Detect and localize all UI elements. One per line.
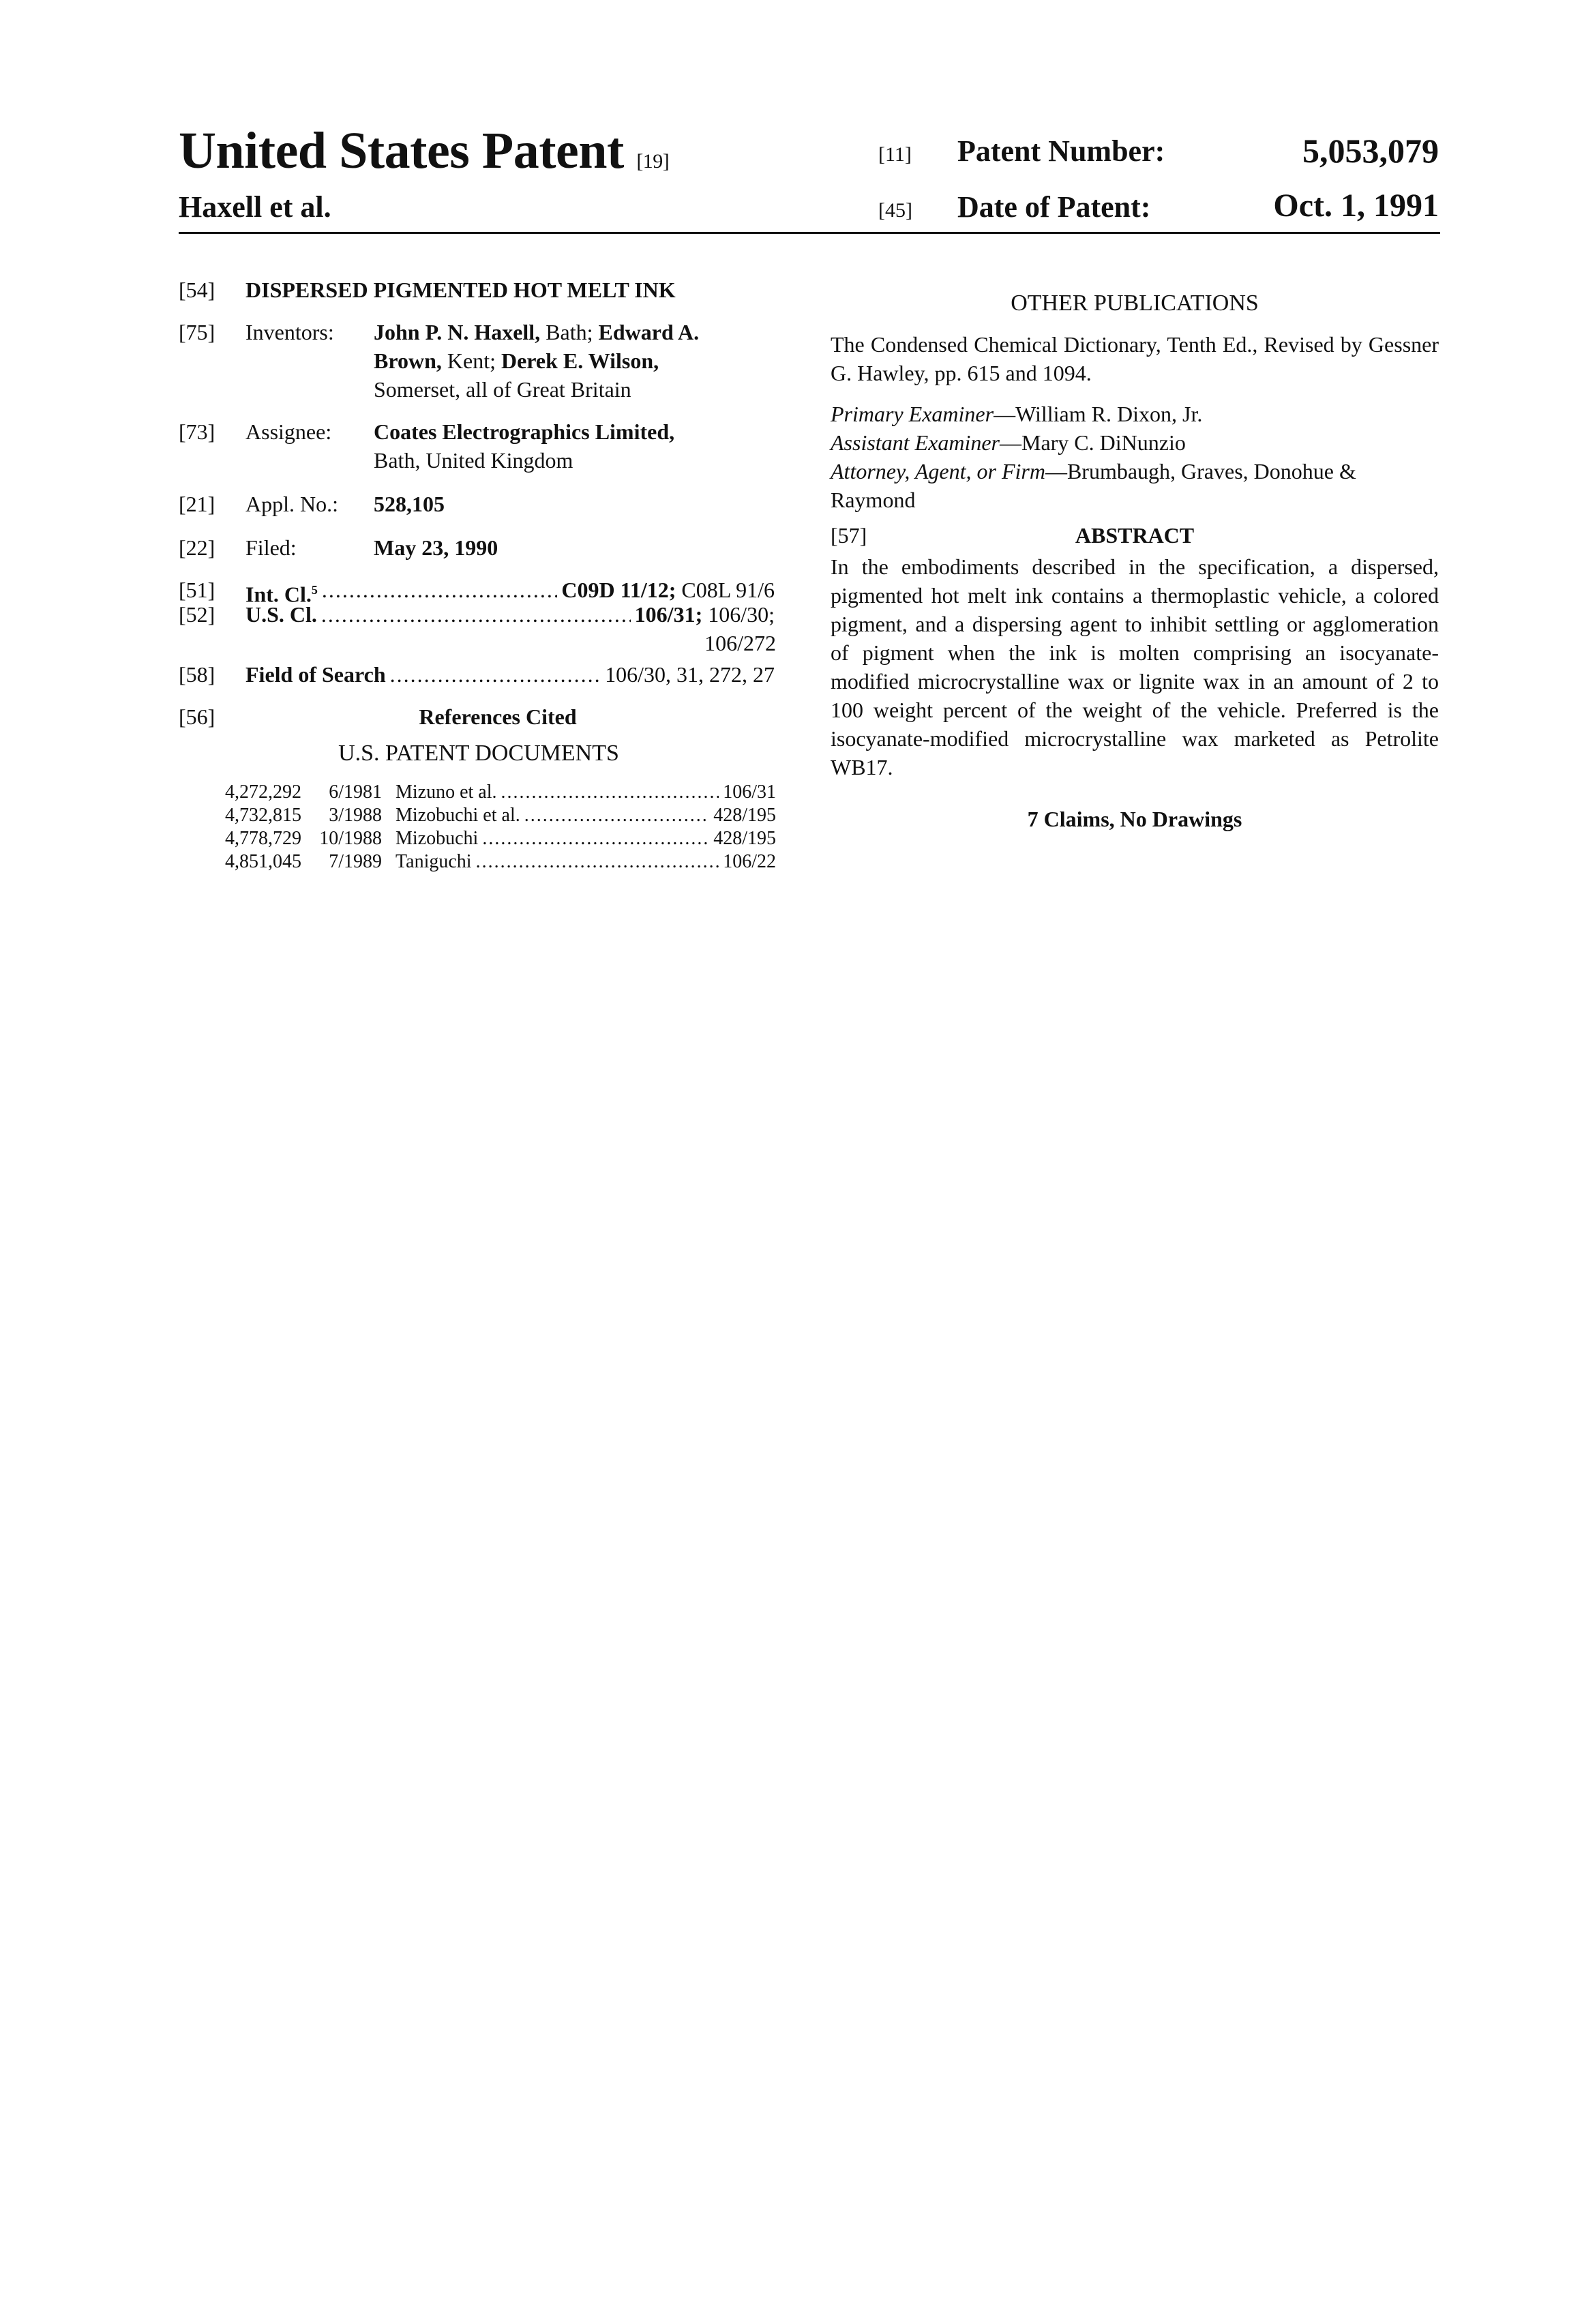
int-cl-row: [51] Int. Cl.5 ..... C09D 11/12; C08L 91/6 <box>179 576 775 609</box>
other-pubs-text: The Condensed Chemical Dictionary, Tenth Ed., Revised by Gessner G. Hawley, pp. 615 and 1094. <box>831 330 1439 387</box>
appl-no: 528,105 <box>374 490 445 518</box>
reference-row <box>225 828 776 850</box>
ref-date: 7/1989 <box>308 851 382 873</box>
primary-examiner: Primary Examiner—William R. Dixon, Jr. <box>831 400 1439 428</box>
ref-date: 6/1981 <box>308 781 382 803</box>
label: Field of Search <box>245 660 386 689</box>
inventors-row <box>179 318 779 404</box>
abstract-code: [57] <box>831 521 919 550</box>
label: Assignee: <box>245 417 374 475</box>
ref-date: 10/1988 <box>308 828 382 850</box>
appl-row <box>179 490 779 518</box>
int-cl-value: C09D 11/12; C08L 91/6 <box>561 576 775 609</box>
label: Filed: <box>245 533 374 562</box>
assignee-row <box>179 417 779 475</box>
reference-row <box>225 781 776 803</box>
date-code: [45] <box>878 199 957 222</box>
search-value: 106/30, 31, 272, 27 <box>605 660 775 689</box>
patent-number-code: [11] <box>878 143 957 166</box>
ref-number: 4,272,292 <box>225 781 308 803</box>
date-row <box>878 190 1150 224</box>
ref-name: Mizobuchi et al. <box>395 805 520 826</box>
ref-name: Mizobuchi <box>395 828 478 850</box>
ref-class: 106/31 <box>723 781 776 803</box>
abstract-heading-row <box>831 521 1439 550</box>
us-cl-value-2: 106/272 <box>682 629 776 657</box>
field-of-search-row <box>179 660 775 689</box>
code: [22] <box>179 533 245 562</box>
ref-number: 4,851,045 <box>225 851 308 873</box>
abstract-text: In the embodiments described in the specification, a dispersed, pigmented hot melt ink contains a thermoplastic vehicle, a colored pigment, and a dispersing agent to inhibit settling or agglomeration of pigment when the ink is molten comprising an isocyanate-modified microcrystalline wax or lignite wax in an amount of 2 to 100 weight percent of the weight of the vehicle. Preferred is the isocyanate-modified microcrystalline wax marketed as Petrolite WB17. <box>831 552 1439 781</box>
label: Int. Cl. <box>245 582 312 607</box>
patent-title <box>179 121 669 181</box>
refs-heading: References Cited <box>245 702 750 731</box>
label: Appl. No.: <box>245 490 374 518</box>
patent-number-row <box>878 134 1165 168</box>
claims-summary: 7 Claims, No Drawings <box>831 805 1439 833</box>
code: [75] <box>179 318 245 404</box>
filed-date: May 23, 1990 <box>374 533 498 562</box>
assignee-value: Coates Electrographics Limited, Bath, United Kingdom <box>374 417 779 475</box>
refs-code: [56] <box>179 702 215 731</box>
code: [21] <box>179 490 245 518</box>
ref-number: 4,778,729 <box>225 828 308 850</box>
us-cl-row <box>179 600 775 629</box>
patent-number: 5,053,079 <box>1302 131 1439 170</box>
ref-class: 106/22 <box>723 851 776 873</box>
authors: Haxell et al. <box>179 190 331 224</box>
ref-number: 4,732,815 <box>225 805 308 826</box>
ref-class: 428/195 <box>713 828 776 850</box>
patent-date: Oct. 1, 1991 <box>1273 187 1439 224</box>
assistant-examiner: Assistant Examiner—Mary C. DiNunzio <box>831 428 1439 457</box>
invention-title: DISPERSED PIGMENTED HOT MELT INK <box>245 275 676 304</box>
code: [51] <box>179 576 245 609</box>
reference-row <box>225 851 776 873</box>
date-label: Date of Patent: <box>957 190 1150 224</box>
ref-date: 3/1988 <box>308 805 382 826</box>
ref-name: Taniguchi <box>395 851 472 873</box>
abstract-heading: ABSTRACT <box>919 521 1350 550</box>
header-rule <box>179 232 1440 234</box>
ref-class: 428/195 <box>713 805 776 826</box>
attorney: Attorney, Agent, or Firm—Brumbaugh, Graves, Donohue & Raymond <box>831 457 1439 514</box>
ref-name: Mizuno et al. <box>395 781 497 803</box>
other-pubs-heading: OTHER PUBLICATIONS <box>831 289 1439 318</box>
us-docs-heading: U.S. PATENT DOCUMENTS <box>179 739 779 768</box>
title-row <box>179 275 779 304</box>
code: [73] <box>179 417 245 475</box>
title-text: United States Patent <box>179 122 624 179</box>
label: Inventors: <box>245 318 374 404</box>
label: U.S. Cl. <box>245 600 317 629</box>
title-code: [19] <box>636 150 669 173</box>
filed-row <box>179 533 779 562</box>
inventors-value: John P. N. Haxell, Bath; Edward A. Brown, Kent; Derek E. Wilson, Somerset, all of Great Britain <box>374 318 779 404</box>
patent-number-label: Patent Number: <box>957 134 1165 168</box>
us-cl-value: 106/31; 106/30; <box>635 600 775 629</box>
right-column <box>831 289 1439 833</box>
reference-row <box>225 805 776 826</box>
code: [58] <box>179 660 245 689</box>
code: [54] <box>179 275 245 304</box>
code: [52] <box>179 600 245 629</box>
